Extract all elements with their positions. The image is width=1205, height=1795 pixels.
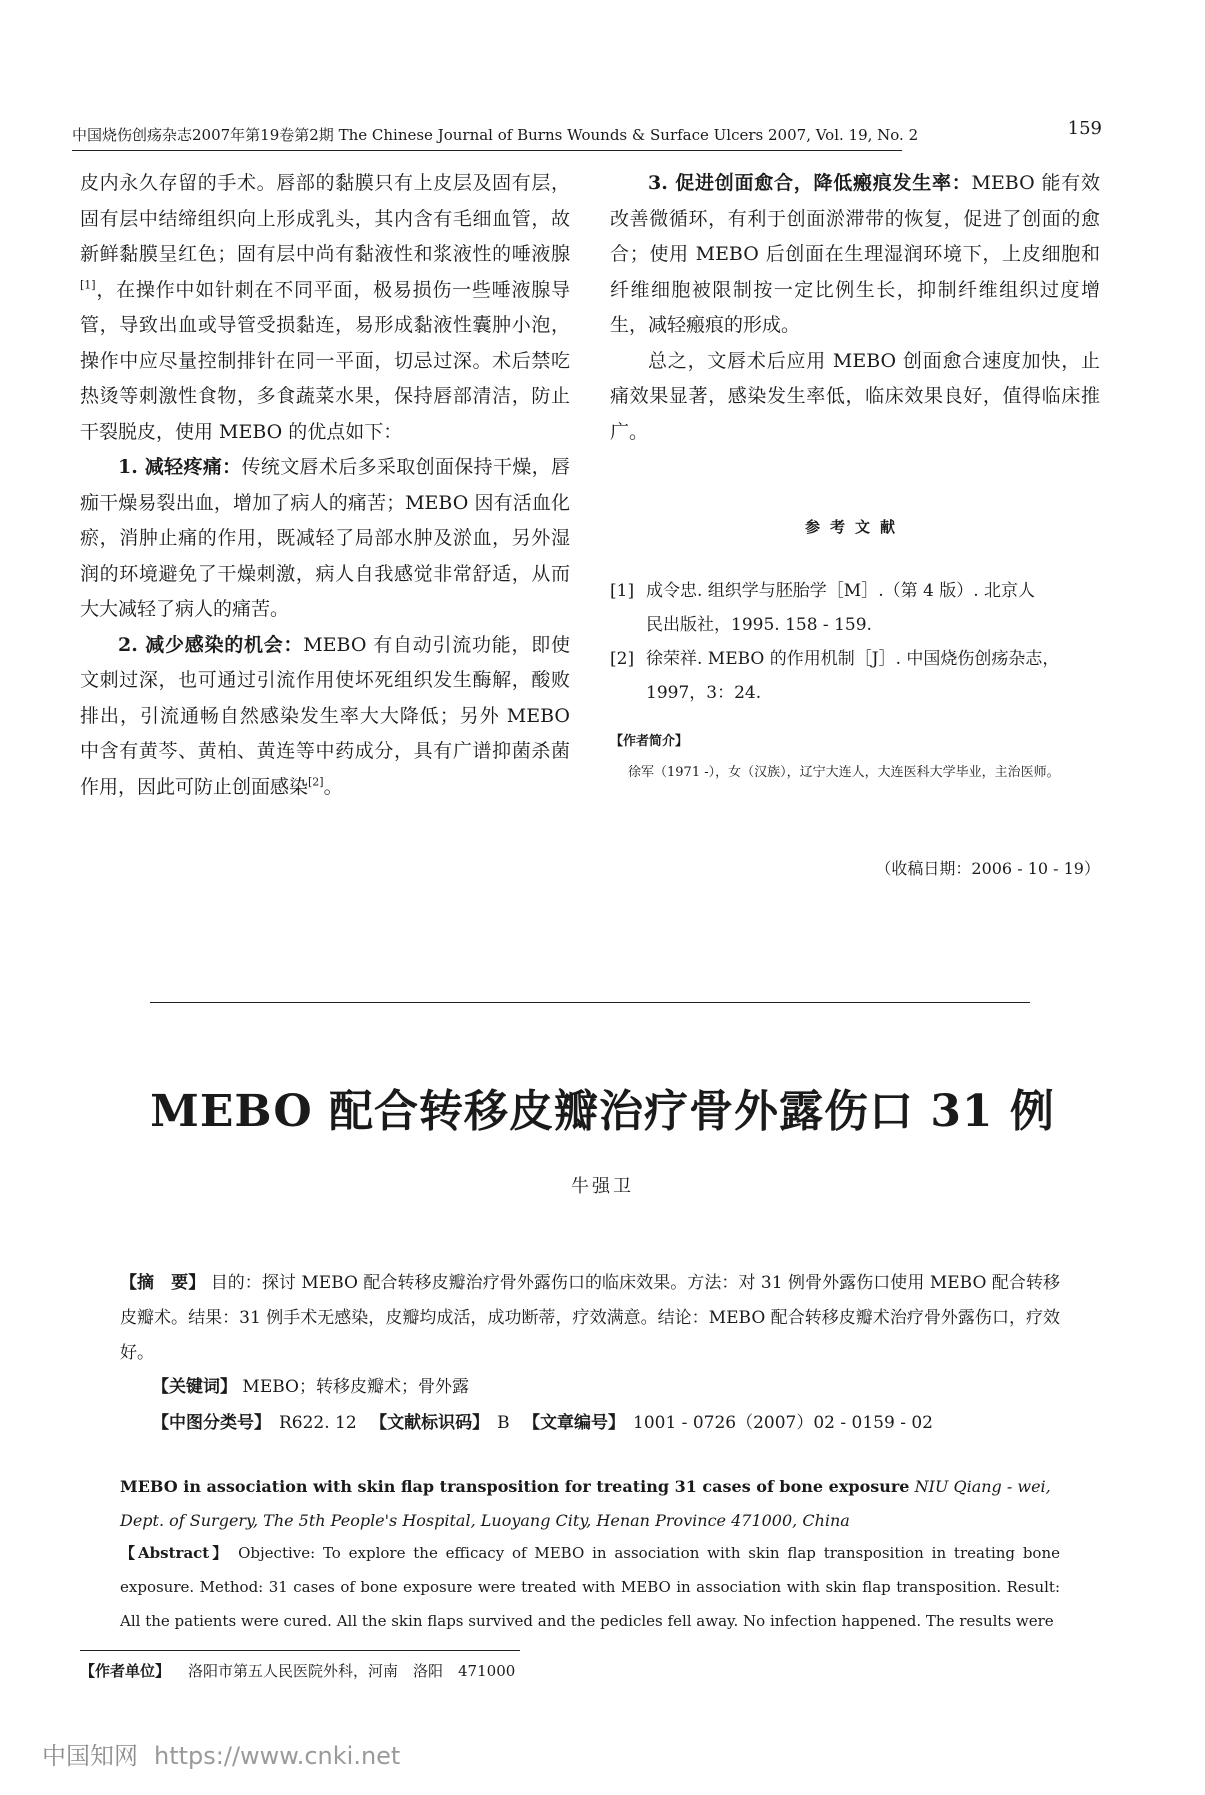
keywords: 【关键词】 MEBO；转移皮瓣术；骨外露: [152, 1377, 469, 1397]
author-intro-label: 【作者简介】: [610, 734, 689, 749]
cnki-url: https://www.cnki.net: [154, 1742, 401, 1770]
right-paragraph-1: 3. 促进创面愈合，降低瘢痕发生率：MEBO 能有效改善微循环，有利于创面淤滞带的恢复，促进了创面的愈合；使用 MEBO 后创面在生理湿润环境下，上皮细胞和纤维细胞被限制按一定比例生长，抑制纤维组织过度增生，减轻瘢痕的形成。: [610, 172, 1100, 336]
abstract-chinese: 【摘 要】 目的：探讨 MEBO 配合转移皮瓣治疗骨外露伤口的临床效果。方法：对 31 例骨外露伤口使用 MEBO 配合转移皮瓣术。结果：31 例手术无感染，皮瓣均成活，成功断蒂，疗效满意。结论：MEBO 配合转移皮瓣术治疗骨外露伤口，疗效好。: [120, 1273, 1061, 1363]
header-rule: [72, 150, 902, 151]
journal-header: [72, 118, 1102, 145]
classification-line: 【中图分类号】 R622. 12 【文献标识码】 B 【文章编号】 1001 - 0726（2007）02 - 0159 - 02: [152, 1413, 933, 1433]
left-paragraph-1: 皮内永久存留的手术。唇部的黏膜只有上皮层及固有层，固有层中结缔组织向上形成乳头，其内含有毛细血管，故新鲜黏膜呈红色；固有层中尚有黏液性和浆液性的唾液腺[1]，在操作中如针刺在不同平面，极易损伤一些唾液腺导管，导致出血或导管受损黏连，易形成黏液性囊肿小泡，操作中应尽量控制排针在同一平面，切忌过深。术后禁吃热烫等刺激性食物，多食蔬菜水果，保持唇部清洁，防止干裂脱皮，使用 MEBO 的优点如下：: [80, 172, 570, 443]
author-affiliation: 【作者单位】 洛阳市第五人民医院外科，河南 洛阳 471000: [80, 1662, 516, 1680]
left-paragraph-3: 2. 减少感染的机会：MEBO 有自动引流功能，即使文刺过深，也可通过引流作用使坏死组织发生酶解，酸败排出，引流通畅自然感染发生率大大降低；另外 MEBO 中含有黄芩、黄柏、黄连等中药成分，具有广谱抑菌杀菌作用，因此可防止创面感染[2]。: [80, 633, 570, 798]
cnki-logo-text: 中国知网: [42, 1742, 138, 1770]
cnki-watermark: [42, 1736, 400, 1771]
right-column: [610, 166, 1100, 450]
journal-citation: 中国烧伤创疡杂志2007年第19卷第2期 The Chinese Journal of Burns Wounds & Surface Ulcers 2007, Vol. 19, No. 2: [72, 126, 919, 144]
received-date: （收稿日期：2006 - 10 - 19）: [875, 859, 1100, 878]
article-title: MEBO 配合转移皮瓣治疗骨外露伤口 31 例: [150, 1086, 1055, 1137]
article-author: 牛强卫: [571, 1176, 634, 1197]
right-paragraph-2: 总之，文唇术后应用 MEBO 创面愈合速度加快，止痛效果显著，感染发生率低，临床效果良好，值得临床推广。: [610, 349, 1100, 443]
article-divider: [150, 1002, 1030, 1003]
left-column: [80, 166, 570, 805]
english-abstract: 【Abstract】 Objective: To explore the efficacy of MEBO in association with skin flap transposition in treating bone exposure. Method: 31 cases of bone exposure were treated with MEBO in association with skin flap transposition. Result: All the patients were cured. All the skin flaps survived and the pedicles fell away. No infection happened. The results were: [120, 1544, 1060, 1630]
english-title: MEBO in association with skin flap transposition for treating 31 cases of bone exposure NIU Qiang - wei, Dept. of Surgery, The 5th People's Hospital, Luoyang City, Henan Province 471000, China: [120, 1477, 1051, 1530]
footnote-rule: [80, 1650, 520, 1651]
reference-item: [2] 徐荣祥. MEBO 的作用机制［J］. 中国烧伤创疡杂志， 1997，3：24.: [610, 649, 1060, 703]
left-paragraph-2: 1. 减轻疼痛：传统文唇术后多采取创面保持干燥，唇痂干燥易裂出血，增加了病人的痛苦；MEBO 因有活血化瘀，消肿止痛的作用，既减轻了局部水肿及淤血，另外湿润的环境避免了干燥刺激，病人自我感觉非常舒适，从而大大减轻了病人的痛苦。: [80, 456, 570, 620]
author-intro-text: 徐军（1971 -），女（汉族），辽宁大连人，大连医科大学毕业，主治医师。: [628, 765, 1060, 780]
references-title: 参考文献: [804, 518, 905, 536]
reference-item: [1] 成令忠. 组织学与胚胎学［M］.（第 4 版）. 北京人 民出版社，1995. 158 - 159.: [610, 581, 1036, 635]
page-number: 159: [1067, 118, 1102, 139]
